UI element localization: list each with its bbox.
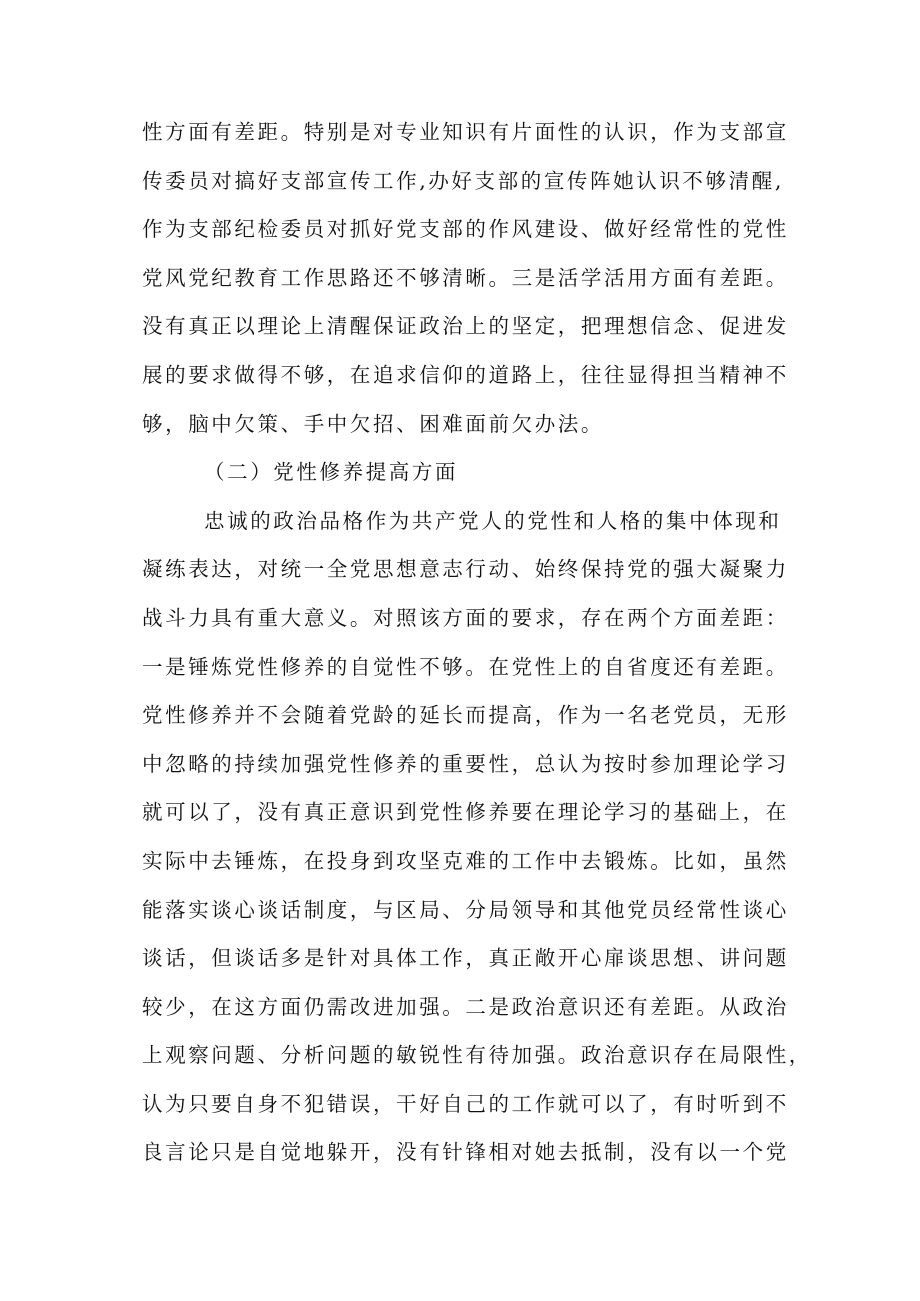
text-line: 党性修养并不会随着党龄的延长而提高，作为一名老党员，无形 [142,703,789,728]
text-line: 良言论只是自觉地躲开，没有针锋相对她去抵制，没有以一个党 [142,1140,789,1165]
text-line: 认为只要自身不犯错误，干好自己的工作就可以了，有时听到不 [142,1091,789,1116]
text-line: 一是锤炼党性修养的自觉性不够。在党性上的自省度还有差距。 [142,654,789,679]
text-line: 性方面有差距。特别是对专业知识有片面性的认识，作为支部宣 [142,120,789,144]
text-line: 展的要求做得不够，在追求信仰的道路上，往往显得担当精神不 [142,362,789,387]
text-line: 党风党纪教育工作思路还不够清晰。三是活学活用方面有差距。 [142,265,789,290]
text-line: 中忽略的持续加强党性修养的重要性，总认为按时参加理论学习 [142,751,789,776]
body-text [142,108,812,1177]
text-line: 没有真正以理论上清醒保证政治上的坚定，把理想信念、促进发 [142,314,789,339]
text-line: 实际中去锤炼，在投身到攻坚克难的工作中去锻炼。比如，虽然 [142,848,789,873]
text-line: 谈话，但谈话多是针对具体工作，真正敞开心扉谈思想、讲问题 [142,946,789,971]
text-line: 作为支部纪检委员对抓好党支部的作风建设、做好经常性的党性 [142,217,789,242]
text-line: 够，脑中欠策、手中欠招、困难面前欠办法。 [142,411,604,436]
paragraph-first-line: 忠诚的政治品格作为共产党人的党性和人格的集中体现和 [204,508,782,533]
text-line: 能落实谈心谈话制度，与区局、分局领导和其他党员经常性谈心 [142,897,789,922]
text-line: 战斗力具有重大意义。对照该方面的要求，存在两个方面差距： [142,605,789,630]
text-line: 上观察问题、分析问题的敏锐性有待加强。政治意识存在局限性， [142,1043,812,1068]
text-line: 较少，在这方面仍需改进加强。二是政治意识还有差距。从政治 [142,994,789,1019]
section-heading: （二）党性修养提高方面 [204,460,459,485]
text-line: 就可以了，没有真正意识到党性修养要在理论学习的基础上，在 [142,800,789,825]
text-line: 传委员对搞好支部宣传工作,办好支部的宣传阵她认识不够清醒, [142,168,784,193]
text-line: 凝练表达，对统一全党思想意志行动、始终保持党的强大凝聚力 [142,557,789,582]
